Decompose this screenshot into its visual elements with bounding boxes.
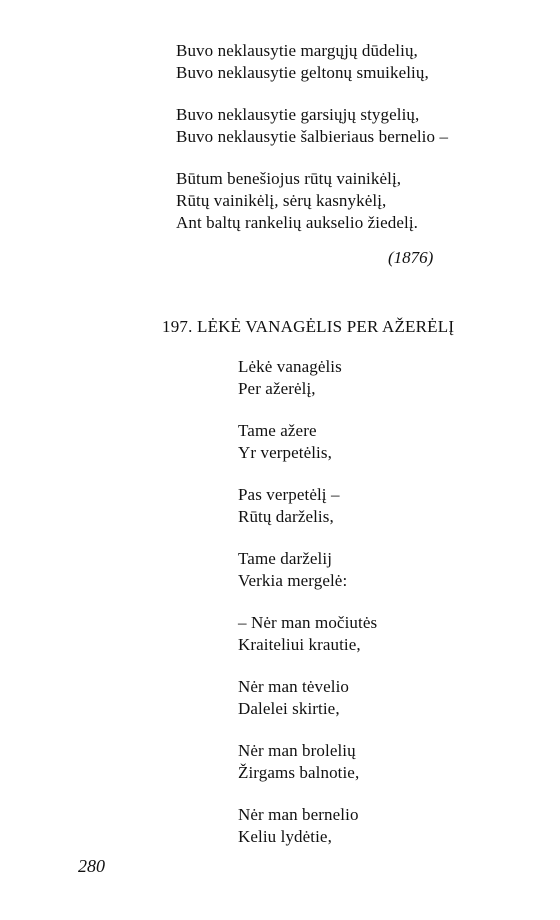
upper-line: Buvo neklausytie geltonų smuikelių, [176, 63, 429, 82]
upper-line: Rūtų vainikėlį, sėrų kasnykėlį, [176, 191, 387, 210]
page-number: 280 [78, 856, 105, 876]
poem-line: Dalelei skirtie, [238, 699, 340, 718]
poem-year: (1876) [388, 248, 434, 267]
upper-line: Ant baltų rankelių aukselio žiedelį. [176, 213, 418, 232]
poem-line: Žirgams balnotie, [238, 763, 360, 782]
poem-line: Nėr man brolelių [238, 741, 356, 760]
upper-line: Buvo neklausytie garsiųjų stygelių, [176, 105, 420, 124]
poem-line: Lėkė vanagėlis [238, 357, 342, 376]
poem-title: 197. LĖKĖ VANAGĖLIS PER AŽERĖLĮ [162, 317, 455, 336]
poem-line: Tame ažere [238, 421, 317, 440]
upper-line: Buvo neklausytie margųjų dūdelių, [176, 41, 418, 60]
poem-line: Pas verpetėlį – [238, 485, 340, 504]
poem-line: Verkia mergelė: [238, 571, 348, 590]
poem-line: Kraiteliui krautie, [238, 635, 361, 654]
poem-line: Nėr man bernelio [238, 805, 359, 824]
poem-line: Tame darželij [238, 549, 333, 568]
poem-line: Rūtų darželis, [238, 507, 334, 526]
poem-line: Yr verpetėlis, [238, 443, 332, 462]
poem-line: Per ažerėlį, [238, 379, 316, 398]
poem-line: Keliu lydėtie, [238, 827, 332, 846]
upper-line: Būtum benešiojus rūtų vainikėlį, [176, 169, 402, 188]
poem-line: – Nėr man močiutės [238, 613, 378, 632]
poem-line: Nėr man tėvelio [238, 677, 350, 696]
upper-line: Buvo neklausytie šalbieriaus bernelio – [176, 127, 449, 146]
